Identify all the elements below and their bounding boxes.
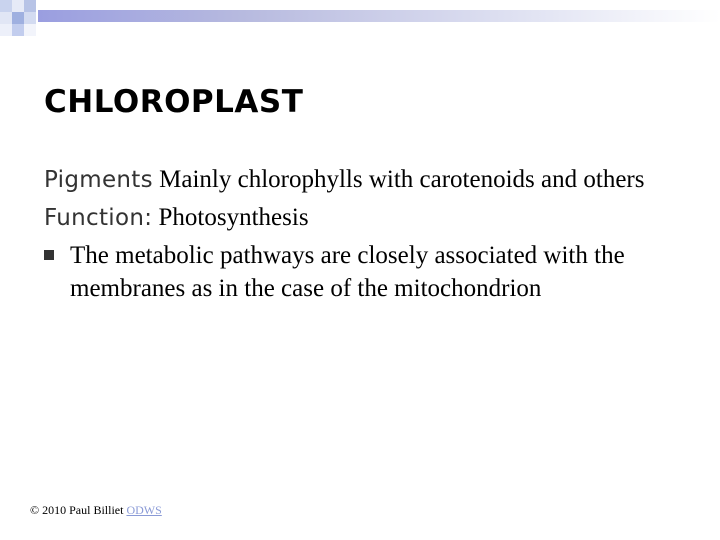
function-paragraph [44,201,694,235]
footer-credit [30,503,162,518]
odws-link[interactable]: ODWS [126,503,162,517]
decor-square [0,12,12,24]
decor-square [24,12,36,24]
pigments-text: Mainly chlorophylls with carotenoids and others [159,166,645,193]
decor-square [12,12,24,24]
decor-square [24,0,36,12]
copyright-text: © 2010 Paul Billiet [30,503,124,517]
function-label: Function: [44,205,153,231]
slide-body [44,163,694,305]
bullet-text: The metabolic pathways are closely associated with the membranes as in the case of the mitochondrion [70,242,625,302]
function-text: Photosynthesis [158,204,309,231]
pigments-label: Pigments [44,167,153,193]
slide-title: CHLOROPLAST [44,84,304,120]
bullet-item [44,239,694,305]
pigments-paragraph [44,163,694,197]
decor-square [12,0,24,12]
square-bullet-icon [44,250,54,260]
decor-square [24,24,36,36]
decor-square [12,24,24,36]
decor-square [0,24,12,36]
decor-square [0,0,12,12]
header-gradient-bar [38,10,720,22]
